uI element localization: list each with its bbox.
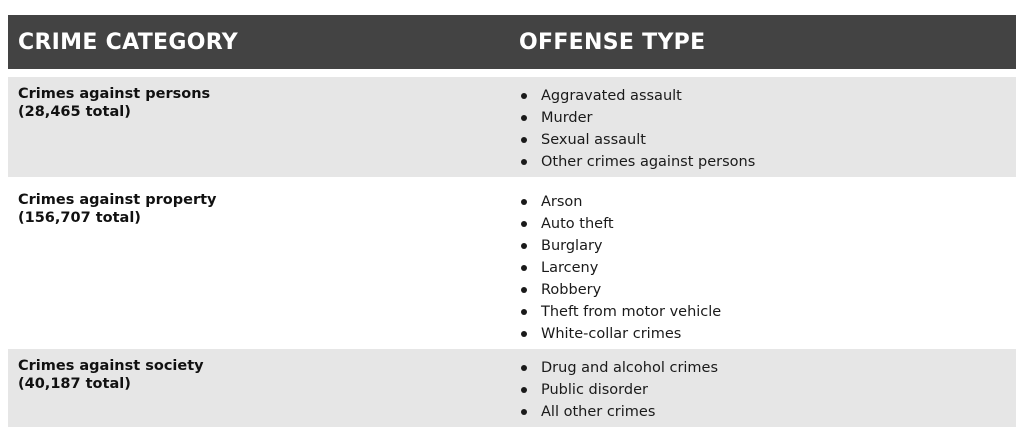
category-cell <box>8 357 511 393</box>
bullet-icon <box>521 287 527 293</box>
offense-label: Other crimes against persons <box>541 154 756 170</box>
offense-label: All other crimes <box>541 404 656 420</box>
list-item <box>519 323 1016 345</box>
header-crime-category: CRIME CATEGORY <box>18 29 238 55</box>
offense-label: Arson <box>541 194 583 210</box>
bullet-icon <box>521 265 527 271</box>
header-offense-type: OFFENSE TYPE <box>519 29 706 55</box>
bullet-icon <box>521 365 527 371</box>
category-total: (28,465 total) <box>18 104 131 120</box>
offense-label: Theft from motor vehicle <box>541 304 722 320</box>
bullet-icon <box>521 243 527 249</box>
offense-label: Sexual assault <box>541 132 646 148</box>
offense-label: Public disorder <box>541 382 648 398</box>
list-item <box>519 191 1016 213</box>
table-row <box>8 183 1016 341</box>
table-row <box>8 77 1016 177</box>
offense-cell <box>511 191 1016 345</box>
offense-label: Drug and alcohol crimes <box>541 360 719 376</box>
list-item <box>519 257 1016 279</box>
category-name: Crimes against society <box>18 358 204 374</box>
list-item <box>519 213 1016 235</box>
list-item <box>519 379 1016 401</box>
list-item <box>519 107 1016 129</box>
table-header <box>8 15 1016 69</box>
crime-table <box>8 15 1016 427</box>
list-item <box>519 301 1016 323</box>
offense-label: Murder <box>541 110 593 126</box>
offense-label: Larceny <box>541 260 599 276</box>
category-cell <box>8 85 511 121</box>
list-item <box>519 129 1016 151</box>
offense-cell <box>511 357 1016 423</box>
list-item <box>519 401 1016 423</box>
bullet-icon <box>521 137 527 143</box>
list-item <box>519 151 1016 173</box>
offense-cell <box>511 85 1016 173</box>
bullet-icon <box>521 309 527 315</box>
offense-list <box>519 85 1016 173</box>
bullet-icon <box>521 93 527 99</box>
bullet-icon <box>521 115 527 121</box>
category-name: Crimes against persons <box>18 86 211 102</box>
category-total: (40,187 total) <box>18 376 131 392</box>
table-row <box>8 349 1016 427</box>
bullet-icon <box>521 331 527 337</box>
offense-label: Aggravated assault <box>541 88 682 104</box>
offense-list <box>519 357 1016 423</box>
list-item <box>519 357 1016 379</box>
category-total: (156,707 total) <box>18 210 141 226</box>
bullet-icon <box>521 199 527 205</box>
offense-label: Auto theft <box>541 216 614 232</box>
bullet-icon <box>521 409 527 415</box>
list-item <box>519 85 1016 107</box>
offense-label: Robbery <box>541 282 602 298</box>
list-item <box>519 279 1016 301</box>
category-name: Crimes against property <box>18 192 217 208</box>
bullet-icon <box>521 387 527 393</box>
offense-label: Burglary <box>541 238 603 254</box>
bullet-icon <box>521 159 527 165</box>
offense-list <box>519 191 1016 345</box>
category-cell <box>8 191 511 227</box>
list-item <box>519 235 1016 257</box>
offense-label: White-collar crimes <box>541 326 682 342</box>
bullet-icon <box>521 221 527 227</box>
